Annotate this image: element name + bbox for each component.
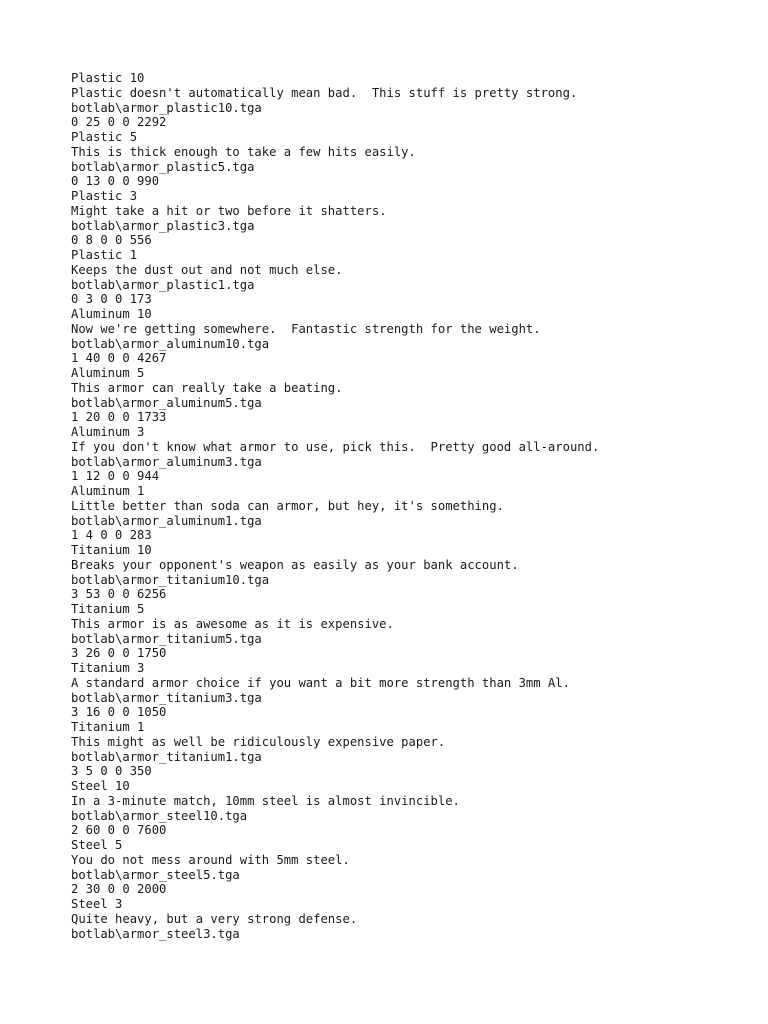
text-line: This might as well be ridiculously expensive paper.	[71, 734, 446, 749]
text-line: Steel 5	[71, 838, 123, 852]
text-line: Aluminum 5	[71, 366, 145, 380]
text-line: Plastic 10	[71, 71, 145, 85]
text-line: 3 26 0 0 1750	[71, 646, 167, 661]
text-line: Titanium 3	[71, 661, 145, 675]
text-line: If you don't know what armor to use, pick this. Pretty good all-around.	[71, 439, 600, 454]
text-line: Steel 3	[71, 897, 123, 911]
text-line: 0 3 0 0 173	[71, 292, 152, 307]
text-line: Plastic 3	[71, 189, 138, 203]
text-line: Might take a hit or two before it shatters.	[71, 203, 387, 218]
text-line: A standard armor choice if you want a bit more strength than 3mm Al.	[71, 675, 570, 690]
document-text	[71, 71, 751, 941]
text-line: 0 25 0 0 2292	[71, 115, 167, 130]
text-line: botlab\armor_titanium1.tga	[71, 749, 262, 764]
text-line: This is thick enough to take a few hits easily.	[71, 144, 416, 159]
text-line: Keeps the dust out and not much else.	[71, 262, 343, 277]
text-line: 1 20 0 0 1733	[71, 410, 167, 425]
text-line: botlab\armor_titanium3.tga	[71, 690, 262, 705]
text-line: botlab\armor_plastic3.tga	[71, 218, 255, 233]
text-line: botlab\armor_aluminum1.tga	[71, 513, 262, 528]
text-line: You do not mess around with 5mm steel.	[71, 852, 350, 867]
text-line: Titanium 5	[71, 602, 145, 616]
text-line: This armor can really take a beating.	[71, 380, 343, 395]
text-line: In a 3-minute match, 10mm steel is almost invincible.	[71, 793, 460, 808]
text-line: Steel 10	[71, 779, 130, 793]
text-line: 3 5 0 0 350	[71, 764, 152, 779]
text-line: Titanium 10	[71, 543, 152, 557]
text-line: botlab\armor_titanium5.tga	[71, 631, 262, 646]
text-line: botlab\armor_aluminum5.tga	[71, 395, 262, 410]
text-line: 0 13 0 0 990	[71, 174, 160, 189]
text-line: botlab\armor_titanium10.tga	[71, 572, 270, 587]
text-line: 3 53 0 0 6256	[71, 587, 167, 602]
text-line: Aluminum 3	[71, 425, 145, 439]
text-line: botlab\armor_steel3.tga	[71, 926, 240, 941]
text-line: 2 30 0 0 2000	[71, 882, 167, 897]
text-line: 2 60 0 0 7600	[71, 823, 167, 838]
text-line: Plastic 1	[71, 248, 138, 262]
text-line: Now we're getting somewhere. Fantastic strength for the weight.	[71, 321, 541, 336]
text-line: botlab\armor_plastic10.tga	[71, 100, 262, 115]
text-line: botlab\armor_aluminum10.tga	[71, 336, 270, 351]
text-line: Aluminum 1	[71, 484, 145, 498]
text-line: botlab\armor_plastic1.tga	[71, 277, 255, 292]
text-line: botlab\armor_plastic5.tga	[71, 159, 255, 174]
text-line: Plastic doesn't automatically mean bad. This stuff is pretty strong.	[71, 85, 578, 100]
text-line: Breaks your opponent's weapon as easily as your bank account.	[71, 557, 519, 572]
text-line: 1 12 0 0 944	[71, 469, 160, 484]
text-line: Titanium 1	[71, 720, 145, 734]
text-line: botlab\armor_steel5.tga	[71, 867, 240, 882]
text-line: 0 8 0 0 556	[71, 233, 152, 248]
text-line: 1 40 0 0 4267	[71, 351, 167, 366]
text-line: 1 4 0 0 283	[71, 528, 152, 543]
text-line: botlab\armor_aluminum3.tga	[71, 454, 262, 469]
text-line: Aluminum 10	[71, 307, 152, 321]
text-line: This armor is as awesome as it is expensive.	[71, 616, 394, 631]
text-line: 3 16 0 0 1050	[71, 705, 167, 720]
text-line: Quite heavy, but a very strong defense.	[71, 911, 358, 926]
text-line: Plastic 5	[71, 130, 138, 144]
text-line: botlab\armor_steel10.tga	[71, 808, 248, 823]
text-line: Little better than soda can armor, but hey, it's something.	[71, 498, 504, 513]
